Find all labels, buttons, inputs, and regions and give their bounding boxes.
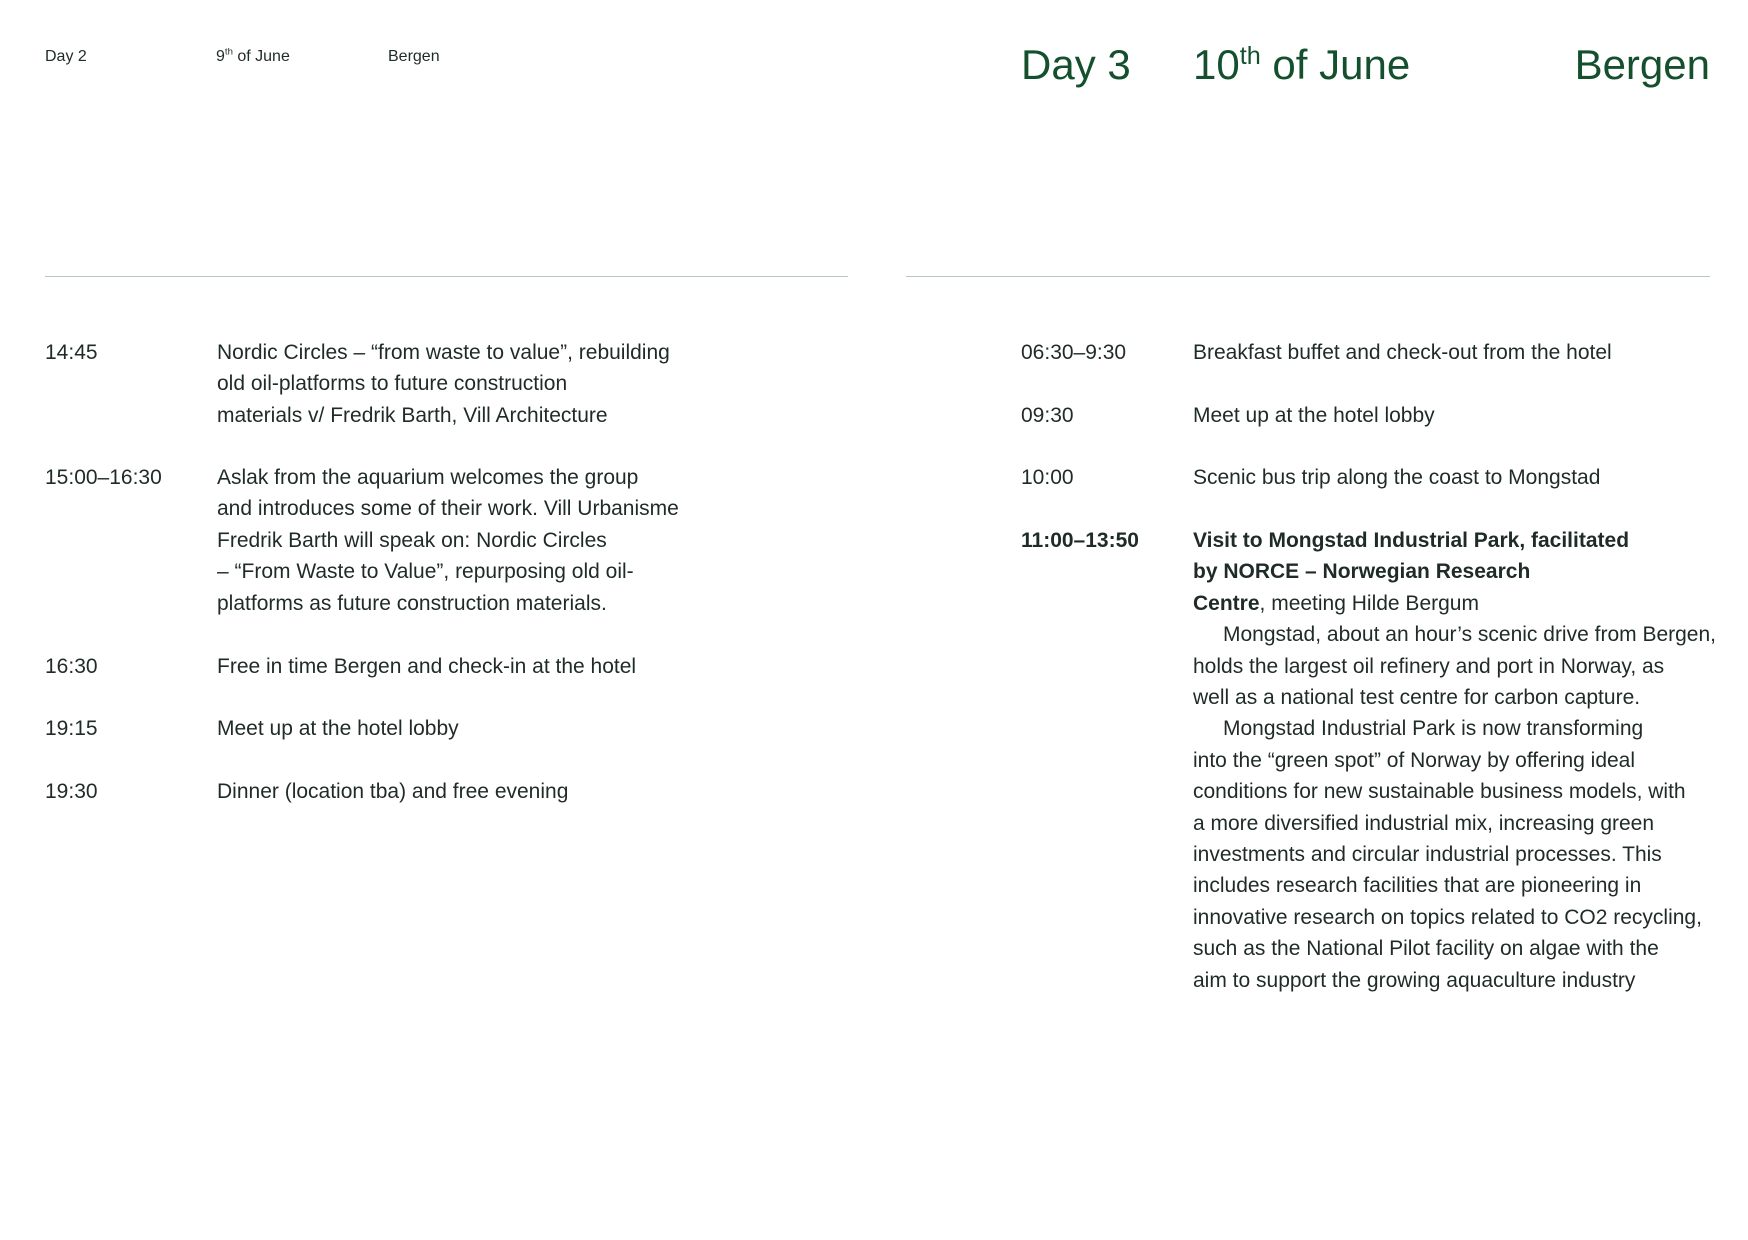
- paragraph-line: innovative research on topics related to CO2 recycling,: [1193, 905, 1702, 929]
- description-line: Meet up at the hotel lobby: [1193, 404, 1435, 427]
- description-line: and introduces some of their work. Vill Urbanisme: [217, 497, 679, 521]
- date-suffix: th: [224, 46, 233, 58]
- paragraph-line: Mongstad Industrial Park is now transforming: [1223, 717, 1644, 741]
- schedule-description: [1193, 337, 1612, 368]
- schedule-time: 09:30: [1021, 404, 1074, 427]
- paragraph-line: investments and circular industrial processes. This: [1193, 843, 1662, 867]
- schedule-time: 19:30: [45, 780, 98, 803]
- schedule-description: [1193, 400, 1435, 431]
- schedule-description: [217, 462, 679, 619]
- description-line: Breakfast buffet and check-out from the hotel: [1193, 341, 1612, 364]
- event-title-line: Visit to Mongstad Industrial Park, facilitated: [1193, 529, 1630, 552]
- schedule-time: 11:00–13:50: [1021, 529, 1139, 552]
- paragraph-line: conditions for new sustainable business models, with: [1193, 780, 1686, 804]
- event-title-line: by NORCE – Norwegian Research: [1193, 560, 1531, 584]
- schedule-time: 10:00: [1021, 466, 1074, 489]
- description-line: Nordic Circles – “from waste to value”, rebuilding: [217, 341, 670, 364]
- day-label: Day 2: [45, 48, 87, 65]
- date-label: [216, 48, 290, 66]
- event-title-rest: , meeting Hilde Bergum: [1259, 591, 1479, 615]
- city-label: Bergen: [388, 48, 440, 65]
- paragraph-line: such as the National Pilot facility on algae with the: [1193, 937, 1659, 961]
- event-title-bold: Centre: [1193, 591, 1260, 615]
- schedule-description: [1193, 462, 1600, 493]
- schedule-description: [217, 713, 459, 744]
- right-page: [874, 0, 1748, 1240]
- date-number: 10: [1193, 41, 1240, 88]
- date-number: 9: [216, 48, 225, 65]
- schedule-time: 16:30: [45, 655, 98, 678]
- description-line: materials v/ Fredrik Barth, Vill Architecture: [217, 403, 608, 427]
- description-line: Aslak from the aquarium welcomes the group: [217, 466, 639, 489]
- event-title-line: [1193, 588, 1716, 619]
- schedule-description: [217, 651, 636, 682]
- schedule-description: [1193, 525, 1716, 996]
- schedule-description: [217, 337, 670, 431]
- paragraph-line: includes research facilities that are pioneering in: [1193, 874, 1642, 898]
- paragraph-line: well as a national test centre for carbon capture.: [1193, 686, 1641, 710]
- header-divider: [45, 276, 848, 277]
- date-title: [1193, 40, 1410, 90]
- description-line: old oil-platforms to future construction: [217, 372, 568, 396]
- schedule-time: 19:15: [45, 717, 98, 740]
- schedule-time: 15:00–16:30: [45, 466, 162, 489]
- date-month: of June: [232, 48, 290, 65]
- schedule-time: 06:30–9:30: [1021, 341, 1127, 364]
- paragraph-line: Mongstad, about an hour’s scenic drive from Bergen,: [1223, 623, 1716, 647]
- description-line: – “From Waste to Value”, repurposing old oil-: [217, 560, 634, 584]
- description-line: Scenic bus trip along the coast to Mongstad: [1193, 466, 1601, 489]
- description-line: Fredrik Barth will speak on: Nordic Circles: [217, 528, 607, 552]
- description-line: Free in time Bergen and check-in at the hotel: [217, 655, 637, 678]
- description-line: platforms as future construction materials.: [217, 591, 607, 615]
- description-line: Meet up at the hotel lobby: [217, 717, 459, 740]
- schedule-description: [217, 776, 568, 807]
- paragraph-line: aim to support the growing aquaculture industry: [1193, 968, 1636, 992]
- description-line: Dinner (location tba) and free evening: [217, 780, 569, 803]
- paragraph-line: holds the largest oil refinery and port in Norway, as: [1193, 654, 1665, 678]
- city-title: Bergen: [1574, 41, 1710, 88]
- date-suffix: th: [1239, 42, 1261, 70]
- header-divider: [906, 276, 1710, 277]
- paragraph-line: a more diversified industrial mix, increasing green: [1193, 811, 1655, 835]
- paragraph-line: into the “green spot” of Norway by offering ideal: [1193, 748, 1636, 772]
- day-title: Day 3: [1021, 41, 1131, 88]
- date-month: of June: [1260, 41, 1411, 88]
- schedule-time: 14:45: [45, 341, 98, 364]
